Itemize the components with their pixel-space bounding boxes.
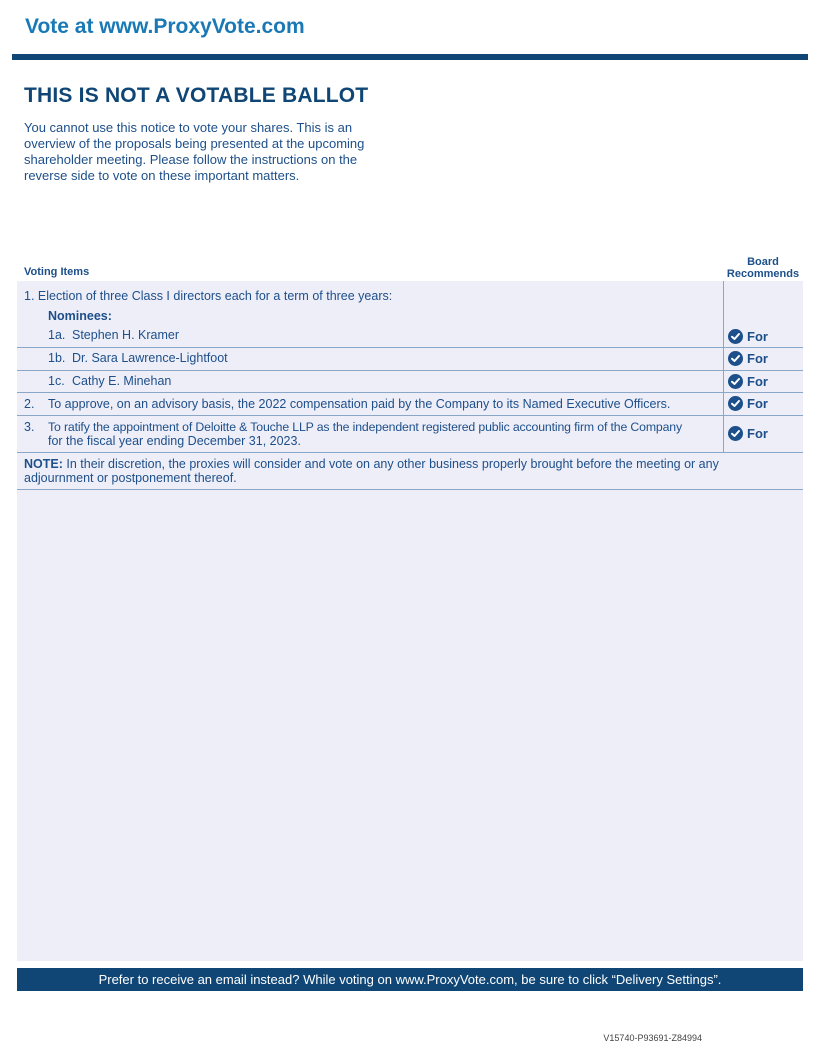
- document-code: V15740-P93691-Z84994: [603, 1033, 702, 1043]
- item-2-recommendation: [728, 396, 768, 411]
- nominee-1c-name: Cathy E. Minehan: [72, 374, 172, 388]
- nominee-1b-number: 1b.: [48, 351, 66, 365]
- recommendation-label: For: [747, 329, 768, 344]
- recommendation-label: For: [747, 426, 768, 441]
- row-divider: [17, 415, 803, 416]
- check-circle-icon: [728, 329, 743, 344]
- nominee-1c-recommendation: [728, 374, 768, 389]
- nominee-1a-name: Stephen H. Kramer: [72, 328, 179, 342]
- notice-text: You cannot use this notice to vote your shares. This is an overview of the proposals being presented at the upcoming shareholder meeting. Please follow the instructions on the reverse side to vote on these important matters.: [24, 120, 365, 183]
- recommendation-label: For: [747, 374, 768, 389]
- item-1-text: 1. Election of three Class I directors each for a term of three years:: [24, 289, 393, 303]
- check-circle-icon: [728, 426, 743, 441]
- row-divider: [17, 489, 803, 490]
- row-divider: [17, 452, 803, 453]
- delivery-settings-banner: Prefer to receive an email instead? While voting on www.ProxyVote.com, be sure to click “Delivery Settings”.: [17, 968, 803, 991]
- nominee-1a-number: 1a.: [48, 328, 66, 342]
- item-2-number: 2.: [24, 397, 35, 411]
- board-header-line2: Recommends: [726, 268, 800, 280]
- row-divider: [17, 370, 803, 371]
- nominee-1a-recommendation: [728, 329, 768, 344]
- item-3-number: 3.: [24, 420, 35, 434]
- nominee-1b-name: Dr. Sara Lawrence-Lightfoot: [72, 351, 228, 365]
- item-3-text-line1: To ratify the appointment of Deloitte & Touche LLP as the independent registered public accounting firm of the Company: [48, 420, 682, 434]
- nominee-1c-number: 1c.: [48, 374, 65, 388]
- row-divider: [17, 392, 803, 393]
- item-3-recommendation: [728, 426, 768, 441]
- ballot-title: THIS IS NOT A VOTABLE BALLOT: [24, 84, 369, 107]
- check-circle-icon: [728, 396, 743, 411]
- voting-items-header: Voting Items: [24, 266, 90, 278]
- row-divider: [17, 347, 803, 348]
- column-divider: [723, 281, 724, 452]
- note-text: In their discretion, the proxies will consider and vote on any other business properly brought before the meeting or any adjournment or postponement thereof.: [24, 457, 719, 485]
- nominee-1b-recommendation: [728, 351, 768, 366]
- nominees-label: Nominees:: [48, 309, 112, 323]
- recommendation-label: For: [747, 351, 768, 366]
- note-label: NOTE:: [24, 457, 63, 471]
- note: [24, 457, 724, 485]
- header-divider: [12, 54, 808, 60]
- board-header-line1: Board: [747, 256, 779, 268]
- item-3-text-line2: for the fiscal year ending December 31, 2023.: [48, 434, 301, 448]
- recommendation-label: For: [747, 396, 768, 411]
- check-circle-icon: [728, 351, 743, 366]
- check-circle-icon: [728, 374, 743, 389]
- item-2-text: To approve, on an advisory basis, the 2022 compensation paid by the Company to its Named Executive Officers.: [48, 397, 671, 411]
- header-title: Vote at www.ProxyVote.com: [25, 15, 305, 38]
- board-recommends-header: [722, 256, 804, 280]
